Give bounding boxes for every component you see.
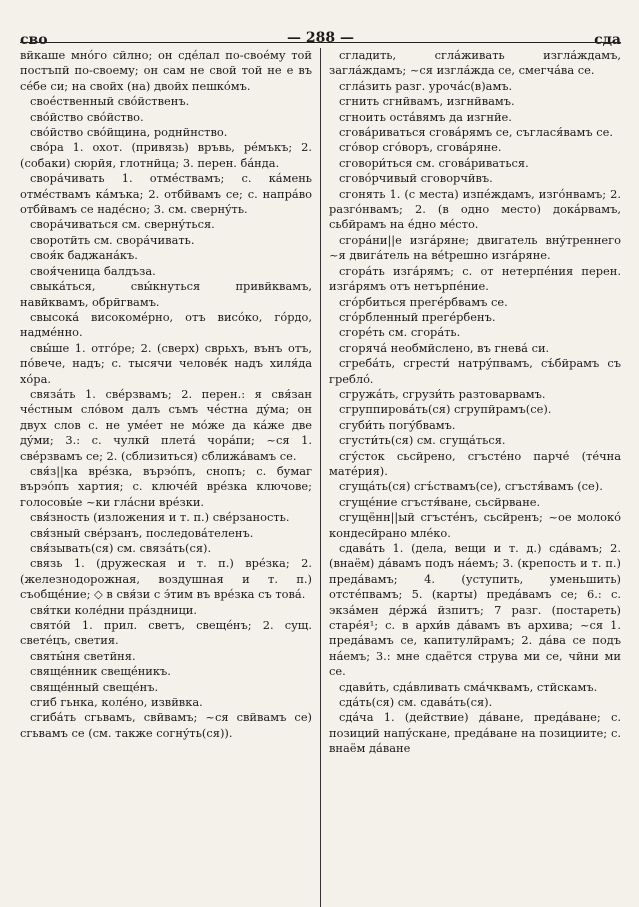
dictionary-entry: свóра 1. охот. (привязь) връвь, рéмъкъ; 2. (собаки) сюрйя, глотнйца; 3. перен. бáнда. [20,140,312,170]
page-header [20,10,621,48]
dictionary-entry: сгóвор сгóворъ, сговáряне. [339,140,502,155]
dictionary-entry: своя́к баджанáкъ. [30,248,138,263]
dictionary-entry: свя́зывать(ся) см. связáть(ся). [30,541,212,555]
dictionary-entry: связь 1. (дружеская и т. п.) врéзка; 2. (железнодорожная, воздушная и т. п.) съобщéние; ◇ в свя́зи с э́тим въ врéзка съ товá. [20,556,312,602]
dictionary-entry: сгружáть, сгрузи́ть разтоварвамъ. [339,386,546,401]
dictionary-entry: сдáть(ся) см. сдавáть(ся). [339,695,493,710]
dictionary-entry: своротйть см. свора́чивать. [30,232,195,247]
dictionary-entry: свято́й 1. прил. светъ, свещéнъ; 2. сущ. светéцъ, светия. [20,618,312,648]
dictionary-entry: сгуби́ть погу́бвамъ. [339,417,456,432]
dictionary-entry: сгусти́ть(ся) см. сгущáться. [339,433,506,448]
dictionary-entry: свя́зность (изложения и т. п.) свéрзаность. [30,510,290,525]
dictionary-entry: свора́чиваться см. свернýться. [30,217,215,232]
dictionary-entry: свя́тки колéдни прáздници. [30,602,198,617]
columns [20,48,621,907]
dictionary-entry: свя́зный свéрзанъ, последовáтеленъ. [30,525,254,540]
dictionary-entry: свора́чивать 1. отмéствамъ; с. кáмень отмéствамъ кáмъка; 2. отбйвамъ се; с. напрáво отбйвамъ се надéсно; 3. см. свернýть. [20,171,312,217]
dictionary-entry: сглáзить разг. урочáс(в)амъ. [339,78,513,93]
dictionary-entry: святы́ня светйня. [30,648,136,663]
dictionary-entry: свысокá високомéрно, отъ висóко, гóрдо, надмéнно. [20,309,312,340]
dictionary-entry: своя́ченица балдъза. [30,263,156,278]
dictionary-entry: свящéнный свещéнъ. [30,679,159,694]
dictionary-entry: свыкáться, свы́кнуться привйквамъ, навйквамъ, обрйгвамъ. [20,279,312,309]
dictionary-entry: сговóрчивый сговорчйвъ. [339,171,493,186]
header-rule [20,42,621,43]
dictionary-entry: сговори́ться см. сговáриваться. [339,155,529,170]
dictionary-entry: сгладить, сглáживать изгла́ждамъ, загла́ждамъ; ~ся изгла́жда се, смегчáва се. [329,48,621,78]
dictionary-entry: сдáча 1. (действие) дáване, предáване; с. позиций напýскане, предáване на позициите; с. внаём дáване [329,710,621,756]
dictionary-entry: своéственный свóйственъ. [30,94,190,109]
dictionary-entry: сдави́ть, сдáвливать смáчквамъ, стйскамъ. [339,679,598,694]
right-guide-word: сда [594,32,621,48]
dictionary-entry: сгорáни||е изгáряне; двигатель внýтреннего ~я двигáтель на вétрешно изгáряне. [329,232,621,263]
dictionary-entry: связáть 1. свéрзвамъ; 2. перен.: я свя́зан чéстным слóвом далъ съмъ чéстна дýма; он двух слов с. не умéет не мóже да кáже две дýми; 3.: с. чулкй плетá чорáпи; ~ся 1. свéрзвамъ се; 2. (сблизиться) сближáвамъ се. [20,386,312,463]
dictionary-entry: сгорáть изгáрямъ; с. от нетерпéния перен. изгáрямъ отъ нетърпéние. [329,263,621,294]
dictionary-entry: свóйство свóйщина, роднйнство. [30,125,228,140]
dictionary-entry: свящéнник свещéникъ. [30,664,171,679]
left-column [20,48,320,907]
left-guide-word: сво [20,32,48,48]
dictionary-entry: сгóрбленный прегéрбенъ. [339,309,496,324]
dictionary-entry: сгущённ||ый сгъстéнъ, сьсйренъ; ~ое молокó кондесйрано млéко. [329,510,621,540]
dictionary-entry: сгруппировáть(ся) сгрупйрамъ(се). [339,402,552,417]
dictionary-entry: сгноить остáвямъ да изгнйе. [339,109,512,124]
dictionary-entry: свóйство свóйство. [30,109,144,124]
right-column [320,48,621,907]
dictionary-entry: сгущáть(ся) сгъ́ствамъ(се), сгъстя́вамъ (се). [339,479,603,494]
dictionary-entry: сгибáть сгьвамъ, свйвамъ; ~ся свйвамъ се) сгьвамъ се (см. также согнýть(ся)). [20,710,312,740]
dictionary-entry: сгнить сгнйвамъ, изгнйвамъ. [339,94,515,109]
dictionary-entry: сгиб гьнка, колéно, извйвка. [30,695,203,710]
page-number: — 288 — [287,30,354,46]
dictionary-entry: сгорячá необмйслено, въ гневá си. [339,340,550,355]
dictionary-entry: свя́з||ка врéзка, върэóпъ, снопъ; с. бумаг върэóпъ хартия; с. ключéй врéзка ключове; голосовы́е ~ки глáсни врéзки. [20,463,312,509]
dictionary-entry: сдавáть 1. (дела, вещи и т. д.) сдáвамъ; 2. (внаём) дáвамъ подъ нáемъ; 3. (крепость и т. п.) предáвамъ; 4. (уступить, уменьшить) отстéпвамъ; 5. (карты) предáвамъ се; 6.: с. экзáмен дéржá йзпитъ; 7 разг. (постареть) старéя¹; с. в архи́в дáвамъ въ архива; ~ся 1. предáвамъ се, капитулйрамъ; 2. дáва се подъ нáемъ; 3.: мне сдаётся струва ми се, чйни ми се. [329,541,621,679]
dictionary-entry: сгонять 1. (с места) изпéждамъ, изгóнвамъ; 2. разгóнвамъ; 2. (в одно место) докáрвамъ, сьбйрамъ на éдно мéсто. [329,186,621,232]
dictionary-entry: сгóрбиться прегéрбвамъ се. [339,294,508,309]
dictionary-entry: сгущéние сгъстя́ване, сьсйрване. [339,494,541,509]
dictionary-entry: сгу́сток сьсйрено, сгъстéно парчé (тéчна матéрия). [329,448,621,478]
dictionary-entry: сгорéть см. сгорáть. [339,325,461,340]
dictionary-entry: сгребáть, сгрести́ натрýпвамъ, съ́бйрамъ съ греблó. [329,356,621,386]
dictionary-entry: сговáриваться сговáрямъ се, съглася́вамъ се. [339,125,614,140]
dictionary-entry: свы́ше 1. отгóре; 2. (сверх) сврьхъ, вънъ отъ, пóвече, надъ; с. тысячи человéк надъ хиля́да хóра. [20,340,312,386]
dictionary-entry: вйкаше мнóго сйлно; он сдéлал по-своéму той постъпй по-своему; он сам не свой той не е въ сéбе си; на свойх (на) двойх пешкóмъ. [20,48,312,93]
